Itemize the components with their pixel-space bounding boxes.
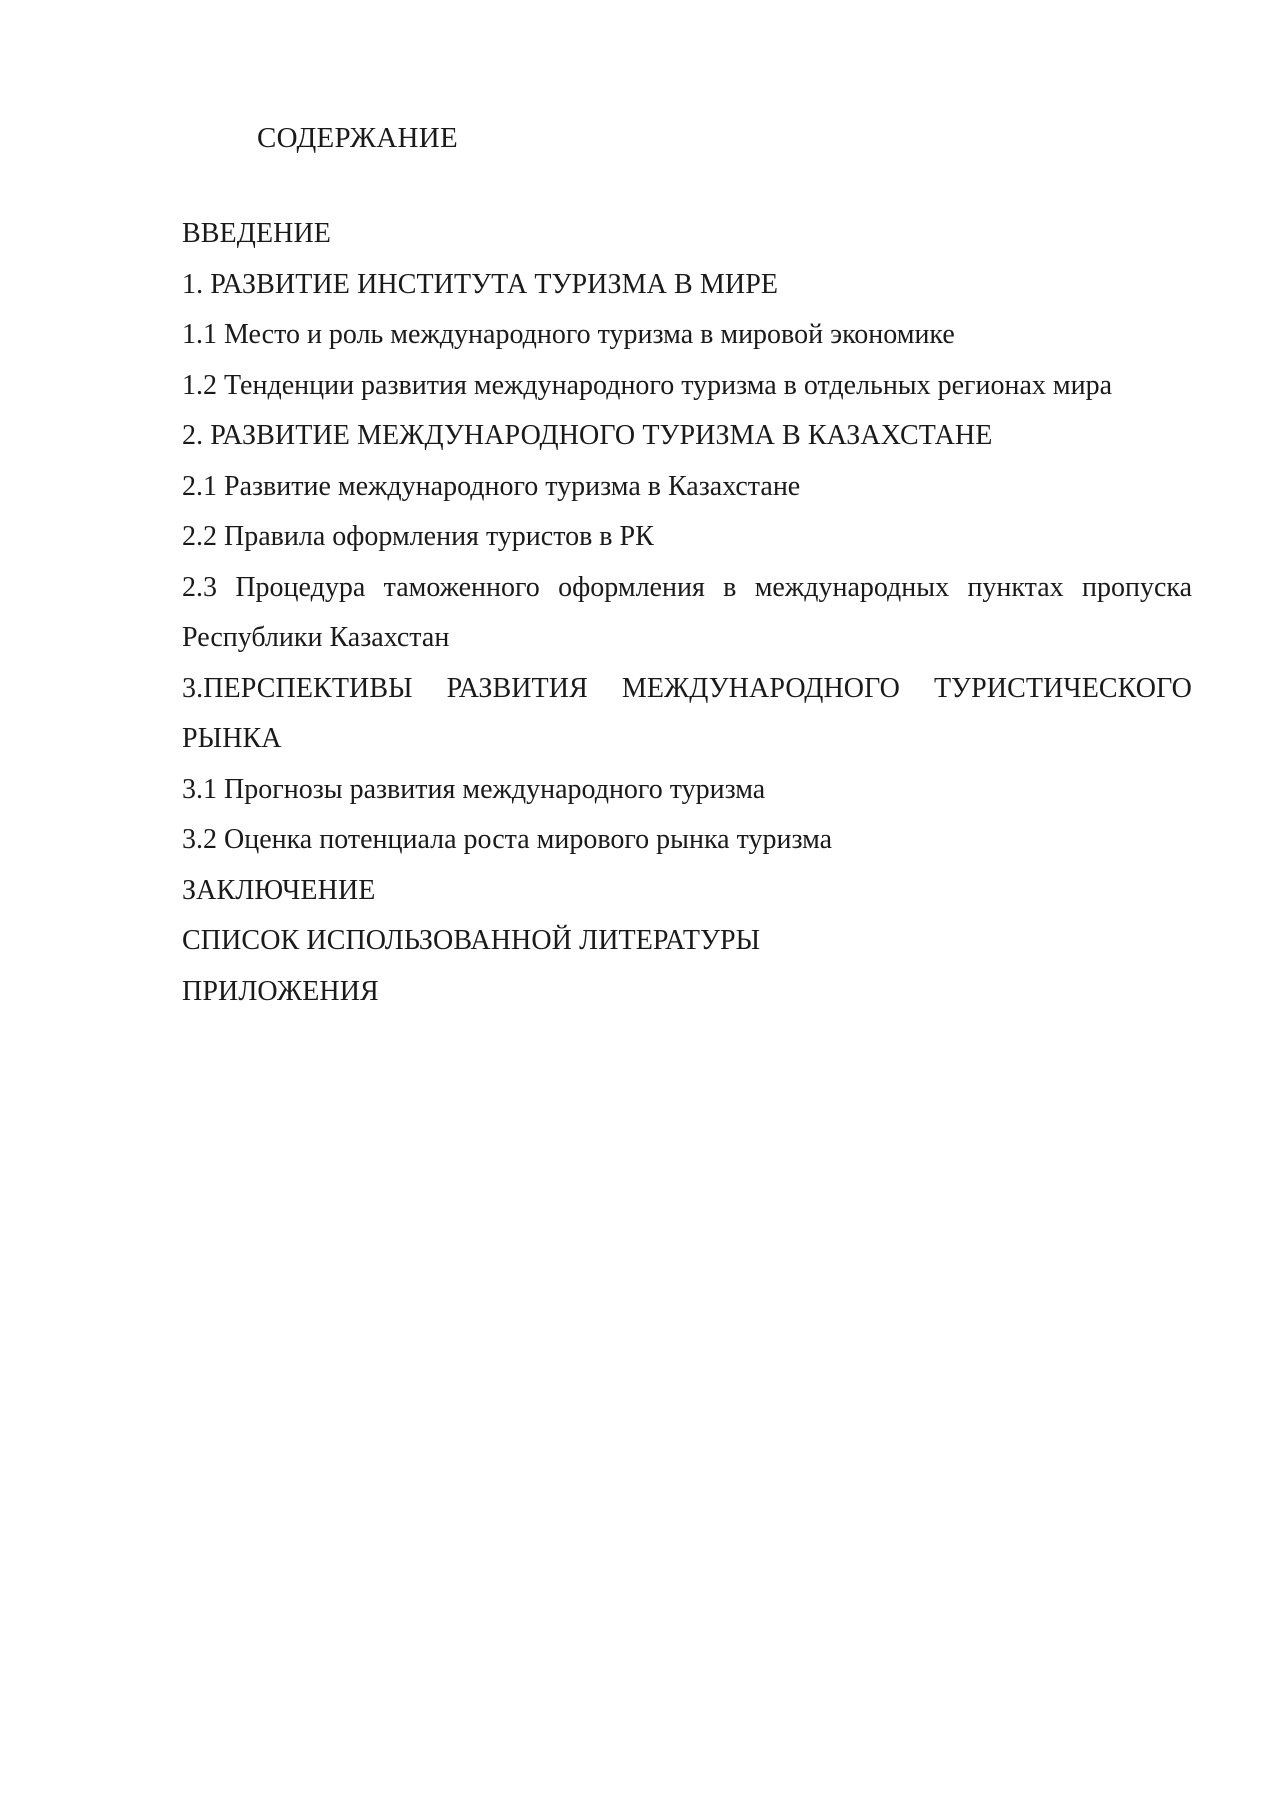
toc-item-section-2-2: 2.2 Правила оформления туристов в РК	[182, 521, 654, 552]
toc-item-introduction: ВВЕДЕНИЕ	[182, 218, 332, 249]
toc-item-section-2-1: 2.1 Развитие международного туризма в Казахстане	[182, 470, 801, 502]
toc-item-section-1-2: 1.2 Тенденции развития международного туризма в отдельных регионах мира	[182, 369, 1113, 401]
toc-item-conclusion: ЗАКЛЮЧЕНИЕ	[182, 874, 376, 906]
toc-item-chapter-3: 3.ПЕРСПЕКТИВЫ РАЗВИТИЯ МЕЖДУНАРОДНОГО ТУРИСТИЧЕСКОГО РЫНКА	[182, 672, 1192, 754]
toc-item-chapter-1: 1. РАЗВИТИЕ ИНСТИТУТА ТУРИЗМА В МИРЕ	[182, 268, 779, 300]
toc-item-section-1-1: 1.1 Место и роль международного туризма в мировой экономике	[182, 319, 955, 350]
toc-item-section-2-3: 2.3 Процедура таможенного оформления в международных пунктах пропуска Республики Казахстан	[182, 571, 1192, 653]
toc-list	[182, 209, 1192, 1017]
toc-item-chapter-2: 2. РАЗВИТИЕ МЕЖДУНАРОДНОГО ТУРИЗМА В КАЗАХСТАНЕ	[182, 420, 993, 451]
toc-item-section-3-1: 3.1 Прогнозы развития международного туризма	[182, 773, 766, 805]
toc-item-appendices: ПРИЛОЖЕНИЯ	[182, 975, 379, 1007]
toc-item-references: СПИСОК ИСПОЛЬЗОВАННОЙ ЛИТЕРАТУРЫ	[182, 925, 761, 956]
toc-title: СОДЕРЖАНИЕ	[257, 122, 458, 154]
toc-item-section-3-2: 3.2 Оценка потенциала роста мирового рынка туризма	[182, 824, 833, 855]
